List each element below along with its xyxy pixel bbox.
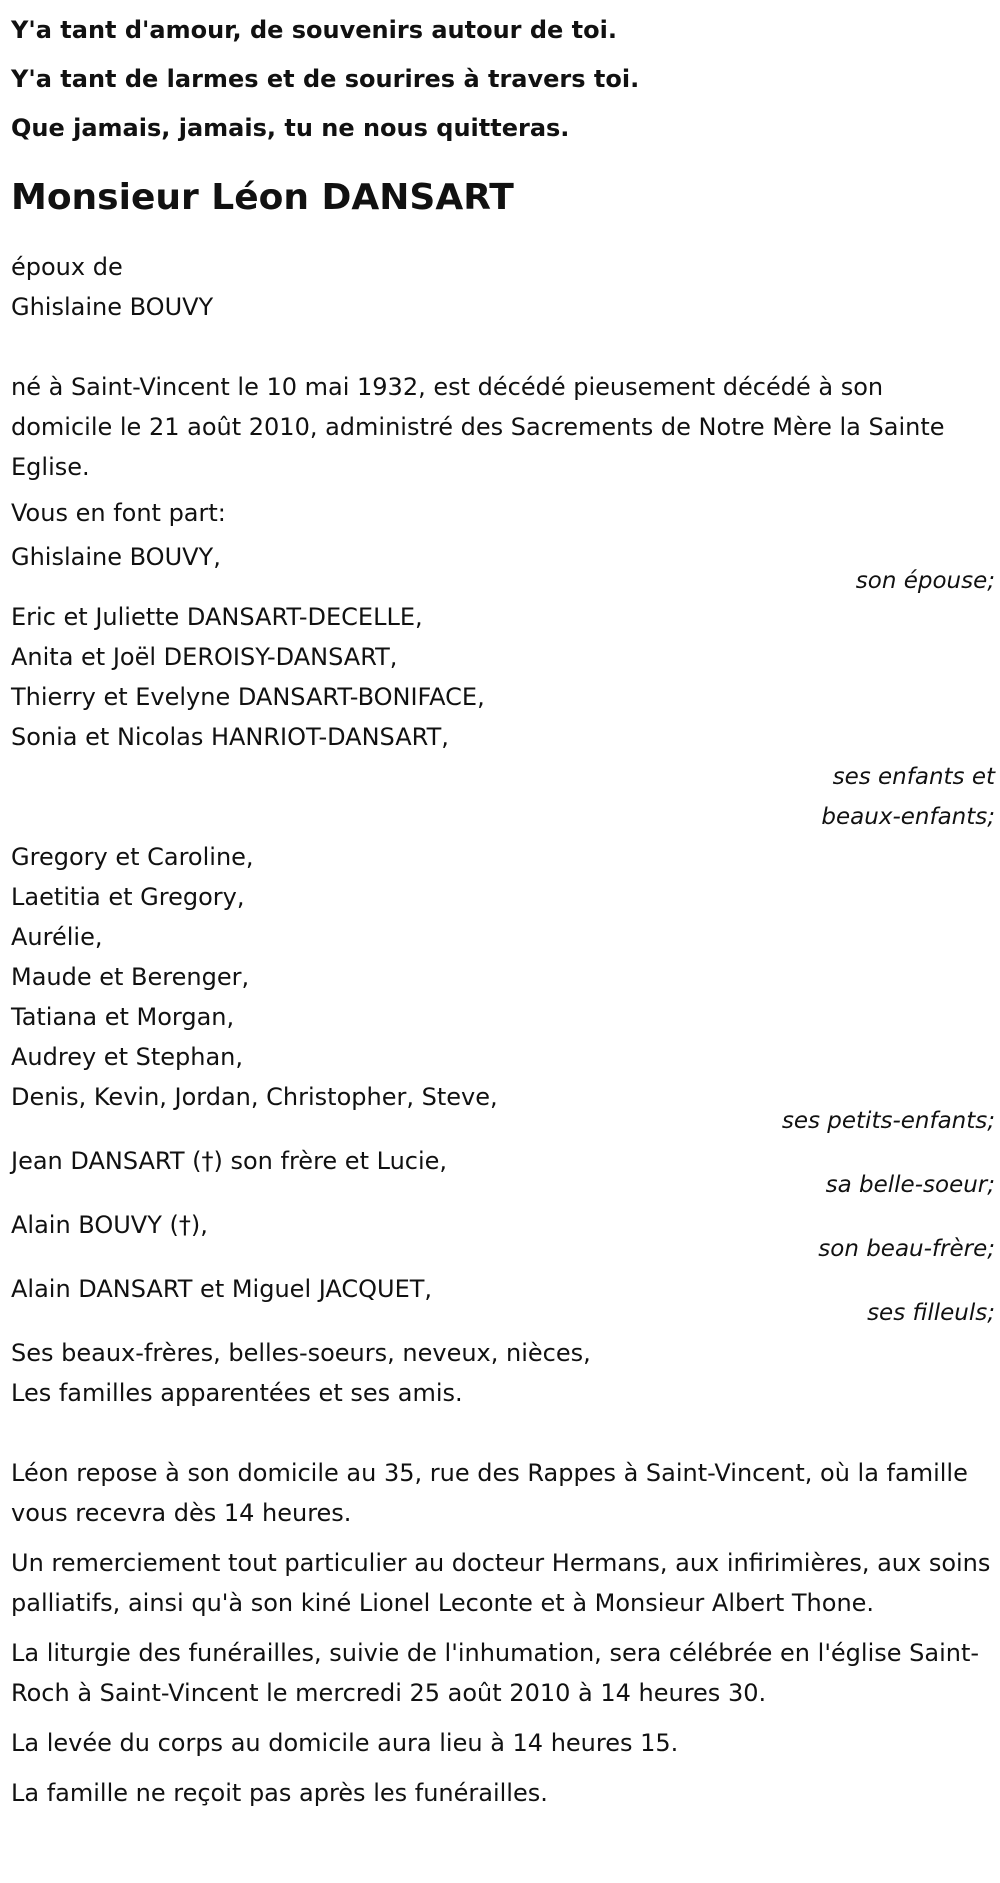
extended-family: [11, 1333, 995, 1413]
family-name-line: Denis, Kevin, Jordan, Christopher, Steve,: [11, 1083, 498, 1111]
paragraph-levee: La levée du corps au domicile aura lieu à 14 heures 15.: [11, 1729, 679, 1757]
paragraph-reception: La famille ne reçoit pas après les funérailles.: [11, 1779, 548, 1807]
family-name-line: Alain DANSART et Miguel JACQUET,: [11, 1275, 433, 1303]
family-name-line: Tatiana et Morgan,: [11, 1003, 235, 1031]
poem-line: Y'a tant de larmes et de sourires à travers toi.: [11, 65, 640, 93]
family-name-line: Laetitia et Gregory,: [11, 883, 245, 911]
birth-death-text: né à Saint-Vincent le 10 mai 1932, est décédé pieusement décédé à son domicile le 21 août 2010, administré des Sacrements de Notre Mère la Sainte Eglise.: [11, 373, 945, 481]
family-group-brother-in-law: [11, 1205, 995, 1269]
relation-label: ses filleuls;: [867, 1300, 995, 1326]
family-name-line: Audrey et Stephan,: [11, 1043, 244, 1071]
paragraph-liturgy: La liturgie des funérailles, suivie de l'inhumation, sera célébrée en l'église Saint-Roch à Saint-Vincent le mercredi 25 août 2010 à 14 heures 30.: [11, 1639, 980, 1707]
family-name-line: Ghislaine BOUVY,: [11, 543, 221, 571]
family-name-line: Jean DANSART (†) son frère et Lucie,: [11, 1147, 448, 1175]
family-name-line: Eric et Juliette DANSART-DECELLE,: [11, 603, 423, 631]
family-name-line: Aurélie,: [11, 923, 103, 951]
poem: [11, 0, 995, 153]
family-name-line: Sonia et Nicolas HANRIOT-DANSART,: [11, 723, 449, 751]
relation-label: sa belle-soeur;: [825, 1172, 995, 1198]
family-name-line: Thierry et Evelyne DANSART-BONIFACE,: [11, 683, 485, 711]
announce-text: Vous en font part:: [11, 499, 226, 527]
deceased-name: Monsieur Léon DANSART: [11, 177, 514, 218]
family-name-line: Anita et Joël DEROISY-DANSART,: [11, 643, 398, 671]
extended-family-line: Ses beaux-frères, belles-soeurs, neveux, nièces,: [11, 1339, 591, 1367]
relation-label: ses petits-enfants;: [781, 1108, 995, 1134]
poem-line: Y'a tant d'amour, de souvenirs autour de toi.: [11, 16, 617, 44]
extended-family-line: Les familles apparentées et ses amis.: [11, 1379, 463, 1407]
spouse-prefix: époux de: [11, 253, 123, 281]
relation-label: beaux-enfants;: [821, 804, 995, 830]
relation-label: son épouse;: [855, 568, 995, 594]
family-name-line: Alain BOUVY (†),: [11, 1211, 208, 1239]
family-group-brother: [11, 1141, 995, 1205]
family-group-grandchildren: [11, 837, 995, 1141]
paragraph-thanks: Un remerciement tout particulier au docteur Hermans, aux infirimières, aux soins palliatifs, ainsi qu'à son kiné Lionel Leconte et à Monsieur Albert Thone.: [11, 1549, 991, 1617]
obituary-page: [11, 0, 995, 1813]
family-group-spouse: [11, 537, 995, 601]
spouse-block: [11, 247, 995, 327]
poem-line: Que jamais, jamais, tu ne nous quitteras.: [11, 114, 570, 142]
family-group-children: [11, 597, 995, 837]
paragraph-rest: Léon repose à son domicile au 35, rue des Rappes à Saint-Vincent, où la famille vous recevra dès 14 heures.: [11, 1459, 968, 1527]
family-group-godchildren: [11, 1269, 995, 1333]
relation-label: ses enfants et: [832, 764, 995, 790]
spouse-name: Ghislaine BOUVY: [11, 293, 214, 321]
family-name-line: Maude et Berenger,: [11, 963, 250, 991]
family-name-line: Gregory et Caroline,: [11, 843, 254, 871]
relation-label: son beau-frère;: [818, 1236, 995, 1262]
